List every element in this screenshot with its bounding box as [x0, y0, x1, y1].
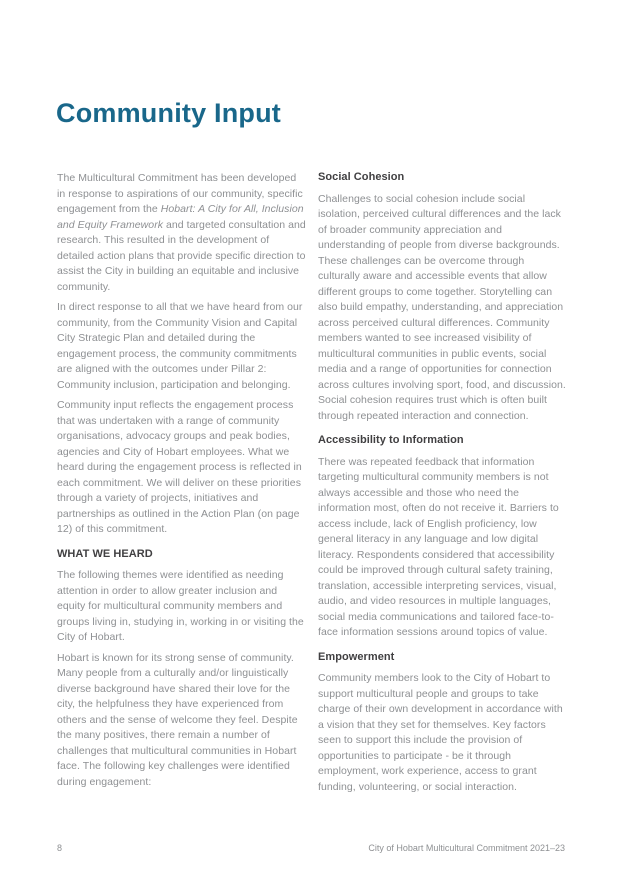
paragraph-themes: The following themes were identified as needing attention in order to allow greater inclusion and equity for multicultural community members and groups living in, studying in, working in or visiting the City of Hobart. — [57, 569, 304, 643]
paragraph-social-cohesion: Challenges to social cohesion include social isolation, perceived cultural differences and the lack of broader community appreciation and understanding of people from diverse backgrounds. These challenges can be overcome through culturally aware and accessible events that allow different groups to come together. Storytelling can also build empathy, understanding, and appreciation across perceived cultural differences. Community members wanted to see increased visibility of multicultural communities in public events, social media and a range of opportunities for connection across cultures involving sport, food, and discussion. Social cohesion requires trust which is often built through repeated interaction and connection. — [318, 192, 566, 422]
paragraph-accessibility: There was repeated feedback that information targeting multicultural community members is not always accessible and those who need the information most, often do not receive it. Barriers to access include, lack of English proficiency, low general literacy in any language and low digital literacy. Respondents considered that accessibility could be improved through cultural safety training, translation, accessible interpreting services, visual, audio, and video resources in multiple languages, social media communications and tailored face-to-face information sessions around topics of value. — [318, 455, 559, 638]
paragraph-direct-response: In direct response to all that we have heard from our community, from the Community Vision and Capital City Strategic Plan and detailed during the engagement process, the community commitments are aligned with the outcomes under Pillar 2: Community inclusion, participation and belonging. — [57, 301, 303, 391]
section-heading-empowerment: Empowerment — [318, 650, 395, 663]
page-title: Community Input — [56, 98, 281, 128]
framework-title-italic: Hobart: A City for All, Inclusion and Equity Framework — [57, 203, 304, 231]
column-right — [318, 170, 568, 800]
footer-doc-title: City of Hobart Multicultural Commitment 2021–23 — [368, 843, 565, 853]
paragraph-empowerment: Community members look to the City of Hobart to support multicultural people and groups to take charge of their own development in accordance with a vision that they set for themselves. Key factors seen to support this include the provision of opportunities to participate - be it through employment, work experience, access to grant funding, volunteering, or social interaction. — [318, 672, 563, 793]
footer-page-number: 8 — [57, 843, 63, 853]
section-heading-what-we-heard: WHAT WE HEARD — [57, 547, 153, 560]
paragraph-community-input: Community input reflects the engagement process that was undertaken with a range of community organisations, advocacy groups and peak bodies, agencies and City of Hobart employees. What we heard during the engagement process is reflected in each commitment. We will deliver on these priorities through a variety of projects, initiatives and partnerships as outlined in the Action Plan (on page 12) of this commitment. — [57, 399, 302, 535]
paragraph-intro — [57, 171, 307, 295]
paragraph-intro-text-start: The Multicultural Commitment has been developed in response to aspirations of our community, specific engagement from the — [57, 172, 303, 215]
paragraph-hobart-sense-of-community: Hobart is known for its strong sense of community. Many people from a culturally and/or linguistically diverse background have shared their love for the city, the helpfulness they have experienced from others and the sense of welcome they feel. Despite the many positives, there remain a number of challenges that multicultural communities in Hobart face. The following key challenges were identified during engagement: — [57, 651, 298, 788]
paragraph-intro-text-end: and targeted consultation and research. This resulted in the development of detailed action plans that provide specific direction to assist the City in building an equitable and inclusive community. — [57, 218, 306, 293]
section-heading-social-cohesion: Social Cohesion — [318, 171, 405, 183]
column-left — [57, 171, 307, 795]
section-heading-accessibility: Accessibility to Information — [318, 434, 464, 446]
page-footer — [57, 843, 565, 853]
